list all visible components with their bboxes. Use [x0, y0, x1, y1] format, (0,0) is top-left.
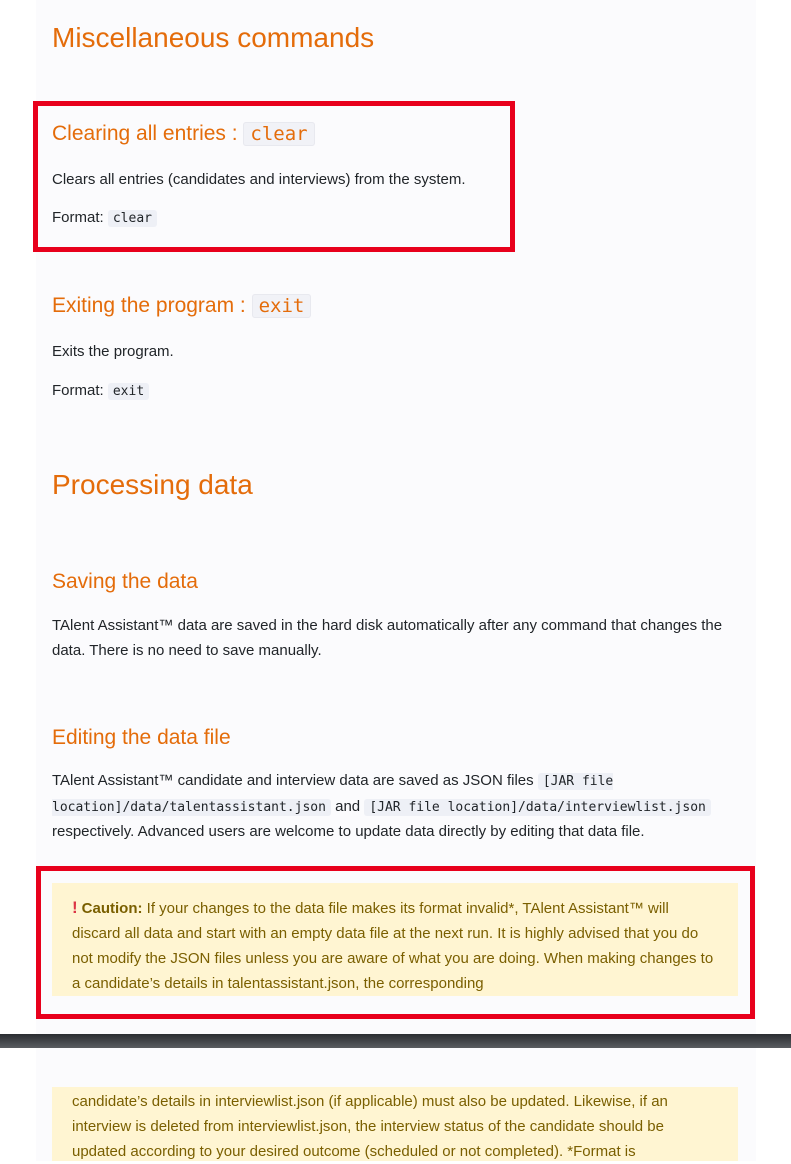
exit-description: Exits the program.: [52, 343, 174, 360]
editing-heading: Editing the data file: [52, 726, 231, 749]
exit-format-code: exit: [108, 383, 149, 400]
caution-text-continued: candidate’s details in interviewlist.json (if applicable) must also be updated. Likewise, if an interview is deleted from interviewlist.json, the interview status of the candidate should be updated according to your desired outcome (scheduled or not completed). *Format is: [72, 1093, 668, 1160]
editing-code-interviewlist: [JAR file location]/data/interviewlist.json: [364, 799, 711, 816]
editing-code-talentassistant: [JAR file location]/data/talentassistant.json: [52, 774, 614, 815]
section-heading-processing: Processing data: [52, 469, 253, 500]
section-heading-misc: Miscellaneous commands: [52, 22, 375, 53]
clear-format-label: Format:: [52, 209, 108, 226]
highlight-box-caution: [36, 866, 755, 1019]
editing-text-after: respectively. Advanced users are welcome to update data directly by editing that data file.: [52, 823, 645, 840]
clear-heading-code: clear: [243, 122, 314, 146]
exit-heading: [52, 294, 311, 318]
saving-description: TAlent Assistant™ data are saved in the hard disk automatically after any command that changes the data. There is no need to save manually.: [52, 617, 723, 659]
caution-label: Caution:: [81, 900, 143, 917]
page-separator: [0, 1034, 791, 1048]
caution-text: If your changes to the data file makes its format invalid*, TAlent Assistant™ will discard all data and start with an empty data file at the next run. It is highly advised that you do not modify the JSON files unless you are aware of what you are doing. When making changes to a candidate’s details in talentassistant.json, the corresponding: [72, 900, 714, 992]
exit-format-label: Format:: [52, 382, 108, 399]
caution-box-continued: [52, 1087, 738, 1161]
exit-heading-code: exit: [252, 294, 312, 318]
editing-text-before: TAlent Assistant™ candidate and interview data are saved as JSON files: [52, 772, 538, 789]
clear-format-code: clear: [108, 210, 157, 227]
editing-description: [52, 769, 752, 845]
exit-heading-text: Exiting the program :: [52, 294, 252, 317]
saving-heading: Saving the data: [52, 570, 198, 593]
exclamation-icon: !: [72, 898, 78, 917]
highlight-box-clear: [33, 101, 515, 252]
exit-format: [52, 379, 149, 405]
clear-description: Clears all entries (candidates and interviews) from the system.: [52, 171, 466, 188]
editing-text-middle: and: [330, 797, 365, 815]
clear-heading-text: Clearing all entries :: [52, 122, 244, 145]
